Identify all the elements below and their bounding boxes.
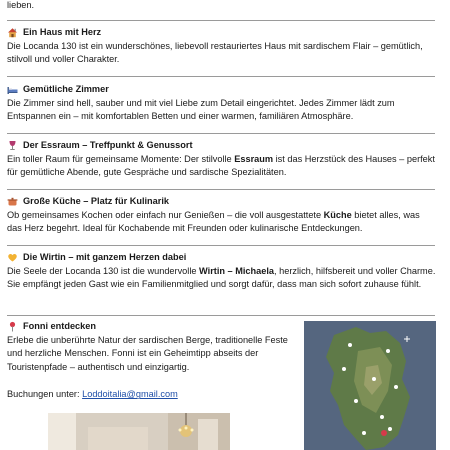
house-icon [7, 27, 18, 38]
pin-icon [7, 321, 18, 332]
divider [7, 76, 435, 77]
section-wirtin [7, 251, 437, 292]
bed-icon [7, 84, 18, 95]
section-text: Die Seele der Locanda 130 ist die wundervolle Wirtin – Michaela, herzlich, hilfsbereit und voller Charme. Sie empfängt jeden Gast wie ein Familienmitglied und sorgt dafür, dass man sich sofort zuhause fühlt. [7, 265, 436, 290]
section-heading [7, 83, 437, 97]
divider [7, 189, 435, 190]
section-kueche [7, 195, 437, 236]
section-haus [7, 26, 437, 67]
cooking-pot-icon [7, 196, 18, 207]
email-link[interactable]: Loddoitalia@gmail.com [82, 389, 178, 400]
section-fonni [7, 320, 297, 402]
section-body [7, 40, 437, 67]
section-heading [7, 251, 437, 265]
intro-tail-text: lieben. [7, 0, 35, 10]
divider [7, 315, 435, 316]
section-body [7, 209, 437, 236]
section-title: Der Essraum – Treffpunkt & Genussort [23, 140, 193, 150]
section-body [7, 97, 437, 124]
section-title: Die Wirtin – mit ganzem Herzen dabei [23, 252, 187, 262]
sardinia-map-image [304, 321, 436, 450]
divider [7, 133, 435, 134]
booking-label: Buchungen unter: [7, 389, 83, 400]
section-heading [7, 320, 297, 334]
divider [7, 245, 435, 246]
section-text: Die Locanda 130 ist ein wunderschönes, liebevoll restauriertes Haus mit sardischem Flair – gemütlich, stilvoll und voller Charakter. [7, 40, 423, 65]
section-body [7, 153, 437, 180]
section-zimmer [7, 83, 437, 124]
section-text: Die Zimmer sind hell, sauber und mit viel Liebe zum Detail eingerichtet. Jedes Zimmer lädt zum Entspannen ein – mit komfortablen Betten und einer warmen, familiären Atmosphäre. [7, 97, 395, 122]
divider [7, 20, 435, 21]
section-title: Fonni entdecken [23, 321, 96, 331]
section-text: Ob gemeinsames Kochen oder einfach nur Genießen – die voll ausgestattete Küche bietet alles, was das Herz begehrt. Ideal für Kochabende mit Freunden oder kulinarische Entdeckungen. [7, 209, 420, 234]
section-heading [7, 195, 437, 209]
section-text: Ein toller Raum für gemeinsame Momente: Der stilvolle Essraum ist das Herzstück des Hauses – perfekt für gemütliche Abende, gute Gespräche und sardische Spezialitäten. [7, 153, 435, 178]
section-body [7, 265, 437, 292]
wine-glass-icon [7, 140, 18, 151]
section-title: Gemütliche Zimmer [23, 84, 109, 94]
dining-room-photo [48, 413, 230, 450]
section-text: Erlebe die unberührte Natur der sardischen Berge, traditionelle Feste und herzliche Menschen. Fonni ist ein Geheimtipp abseits der Touristenpfade – authentisch und einzigartig. [7, 334, 288, 372]
heart-hands-icon [7, 252, 18, 263]
booking-line [7, 388, 297, 402]
section-heading [7, 139, 437, 153]
section-heading [7, 26, 437, 40]
section-essraum [7, 139, 437, 180]
section-title: Ein Haus mit Herz [23, 27, 102, 37]
section-title: Große Küche – Platz für Kulinarik [23, 196, 170, 206]
